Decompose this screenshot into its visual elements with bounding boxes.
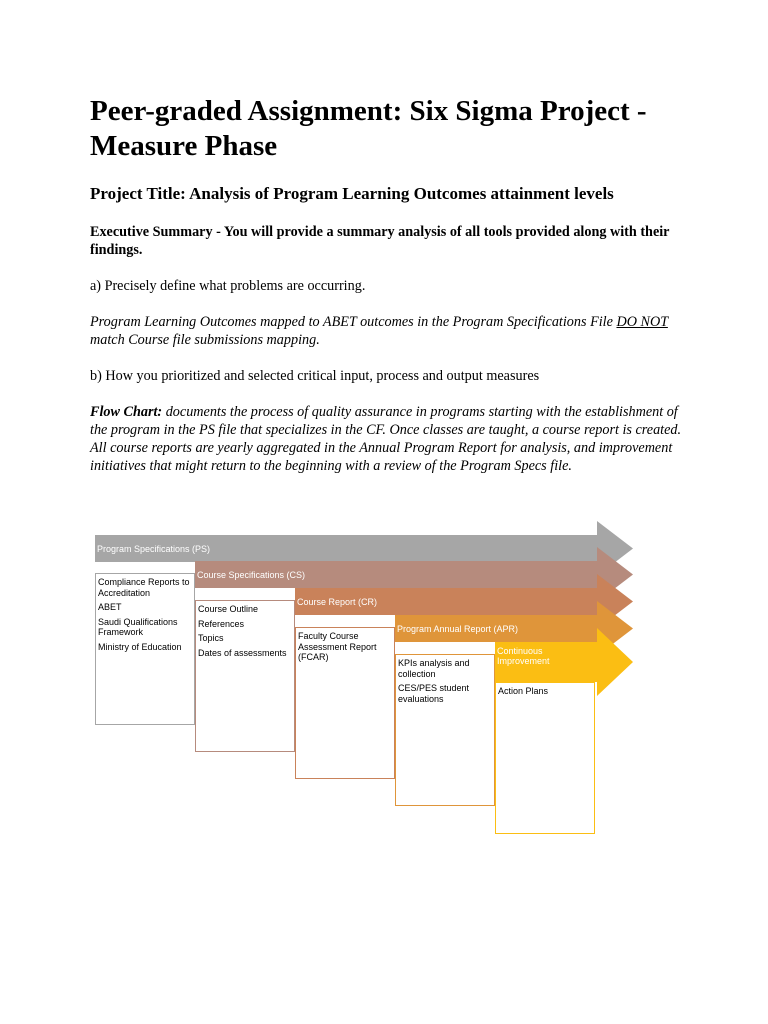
flow-chart-description: documents the process of quality assurance in programs starting with the establishment of the program in the PS file that specializes in the CF. Once classes are taught, a course report is created. All course reports are yearly aggregated in the Annual Program Report for analysis, and improvement initiatives that might return to the beginning with a review of the Program Specs file. (90, 404, 682, 474)
executive-summary: Executive Summary - You will provide a summary analysis of all tools provided along with their findings. (90, 224, 670, 258)
finding-a-emphasis: DO NOT (616, 314, 668, 330)
project-title: Project Title: Analysis of Program Learning Outcomes attainment levels (90, 184, 614, 203)
stage-item: Saudi Qualifications Framework (98, 616, 178, 637)
finding-a-after: match Course file submissions mapping. (90, 332, 320, 348)
stage-label-ci: Continuous Improvement (497, 646, 550, 666)
stage-item: Compliance Reports to Accreditation (98, 577, 190, 598)
stage-label-cr: Course Report (CR) (297, 597, 378, 607)
stage-item: Action Plans (498, 686, 549, 696)
stage-label-cs: Course Specifications (CS) (197, 570, 306, 580)
item-b: b) How you prioritized and selected critical input, process and output measures (90, 368, 540, 384)
page-title: Peer-graded Assignment: Six Sigma Project - Measure Phase (90, 95, 647, 162)
stage-item: Dates of assessments (198, 647, 287, 658)
stage-box-apr (395, 654, 495, 806)
stage-box-cr (295, 627, 395, 779)
stage-box-cs (195, 600, 295, 752)
finding-a-before: Program Learning Outcomes mapped to ABET outcomes in the Program Specifications File (90, 314, 617, 330)
stage-item: Course Outline (198, 604, 259, 614)
stage-item: ABET (98, 602, 122, 612)
stage-item: Topics (198, 633, 224, 643)
item-a: a) Precisely define what problems are occurring. (90, 278, 366, 294)
stage-item: Ministry of Education (98, 641, 182, 652)
stage-label-ps: Program Specifications (PS) (97, 544, 211, 554)
stage-item: Faculty Course Assessment Report (FCAR) (298, 631, 377, 662)
stage-item: CES/PES student evaluations (398, 683, 470, 704)
stage-box-ci (495, 682, 595, 834)
stage-item: KPIs analysis and collection (398, 658, 470, 679)
stage-item: References (198, 618, 245, 629)
stage-box-ps (95, 573, 195, 725)
flow-chart-label: Flow Chart: (90, 404, 163, 420)
stage-label-apr: Program Annual Report (APR) (397, 624, 519, 634)
